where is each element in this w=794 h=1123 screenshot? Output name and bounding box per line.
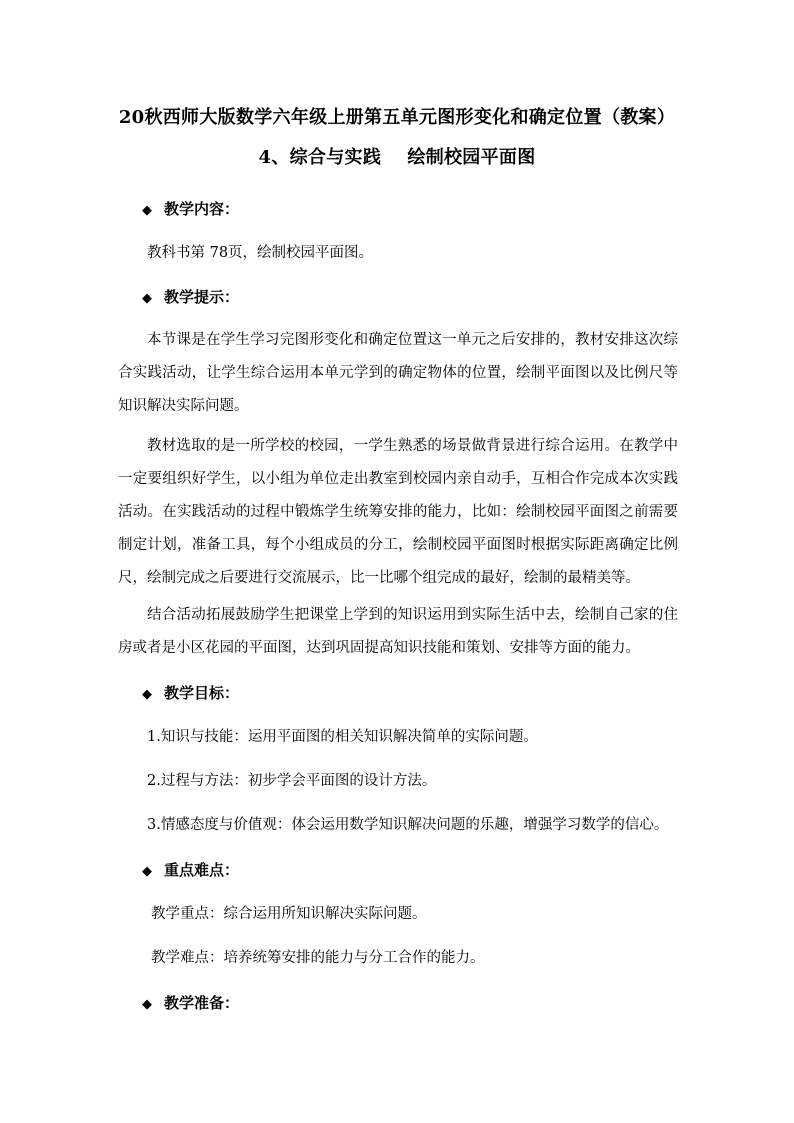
hint-paragraph-1: 本节课是在学生学习完图形变化和确定位置这一单元之后安排的，教材安排这次综合实践活动，让学生综合运用本单元学到的确定物体的位置，绘制平面图以及比例尺等知识解决实际问题。 [118,332,678,414]
key-difficulty-text: 教学难点：培养统筹安排的能力与分工合作的能力。 [151,950,485,966]
section-heading-prep [142,993,239,1015]
section-heading-label: 教学提示： [164,288,240,306]
section-heading-key [142,860,239,882]
goal-item: 3.情感态度与价值观：体会运用数学知识解决问题的乐趣，增强学习数学的信心。 [147,817,669,833]
goal-item: 2.过程与方法：初步学会平面图的设计方法。 [147,773,437,789]
diamond-bullet-icon: ◆ [142,203,152,218]
section-heading-content [142,199,239,221]
hint-paragraph-2: 教材选取的是一所学校的校园，一学生熟悉的场景做背景进行综合运用。在教学中一定要组织好学生，以小组为单位走出教室到校园内亲自动手，互相合作完成本次实践活动。在实践活动的过程中锻炼学生统筹安排的能力，比如：绘制校园平面图之前需要制定计划，准备工具，每个小组成员的分工，绘制校园平面图时根据实际距离确定比例尺，绘制完成之后要进行交流展示，比一比哪个组完成的最好，绘制的最精美等。 [118,438,678,586]
diamond-bullet-icon: ◆ [142,864,152,879]
diamond-bullet-icon: ◆ [142,291,152,306]
content-text: 教科书第 78页，绘制校园平面图。 [147,245,374,261]
goal-item: 1.知识与技能：运用平面图的相关知识解决简单的实际问题。 [147,729,538,745]
section-heading-goals [142,683,239,705]
document-title: 20秋西师大版数学六年级上册第五单元图形变化和确定位置（教案） [118,107,676,128]
section-heading-hint [142,287,239,309]
key-focus-text: 教学重点：综合运用所知识解决实际问题。 [151,906,427,922]
hint-paragraph-3: 结合活动拓展鼓励学生把课堂上学到的知识运用到实际生活中去，绘制自己家的住房或者是小区花园的平面图，达到巩固提高知识技能和策划、安排等方面的能力。 [118,607,678,656]
section-heading-label: 重点难点： [164,861,240,879]
diamond-bullet-icon: ◆ [142,687,152,702]
section-heading-label: 教学内容： [164,200,240,218]
lesson-subtitle: 4、综合与实践 绘制校园平面图 [258,147,536,168]
section-heading-label: 教学目标： [164,684,240,702]
section-heading-label: 教学准备： [164,994,240,1012]
diamond-bullet-icon: ◆ [142,997,152,1012]
